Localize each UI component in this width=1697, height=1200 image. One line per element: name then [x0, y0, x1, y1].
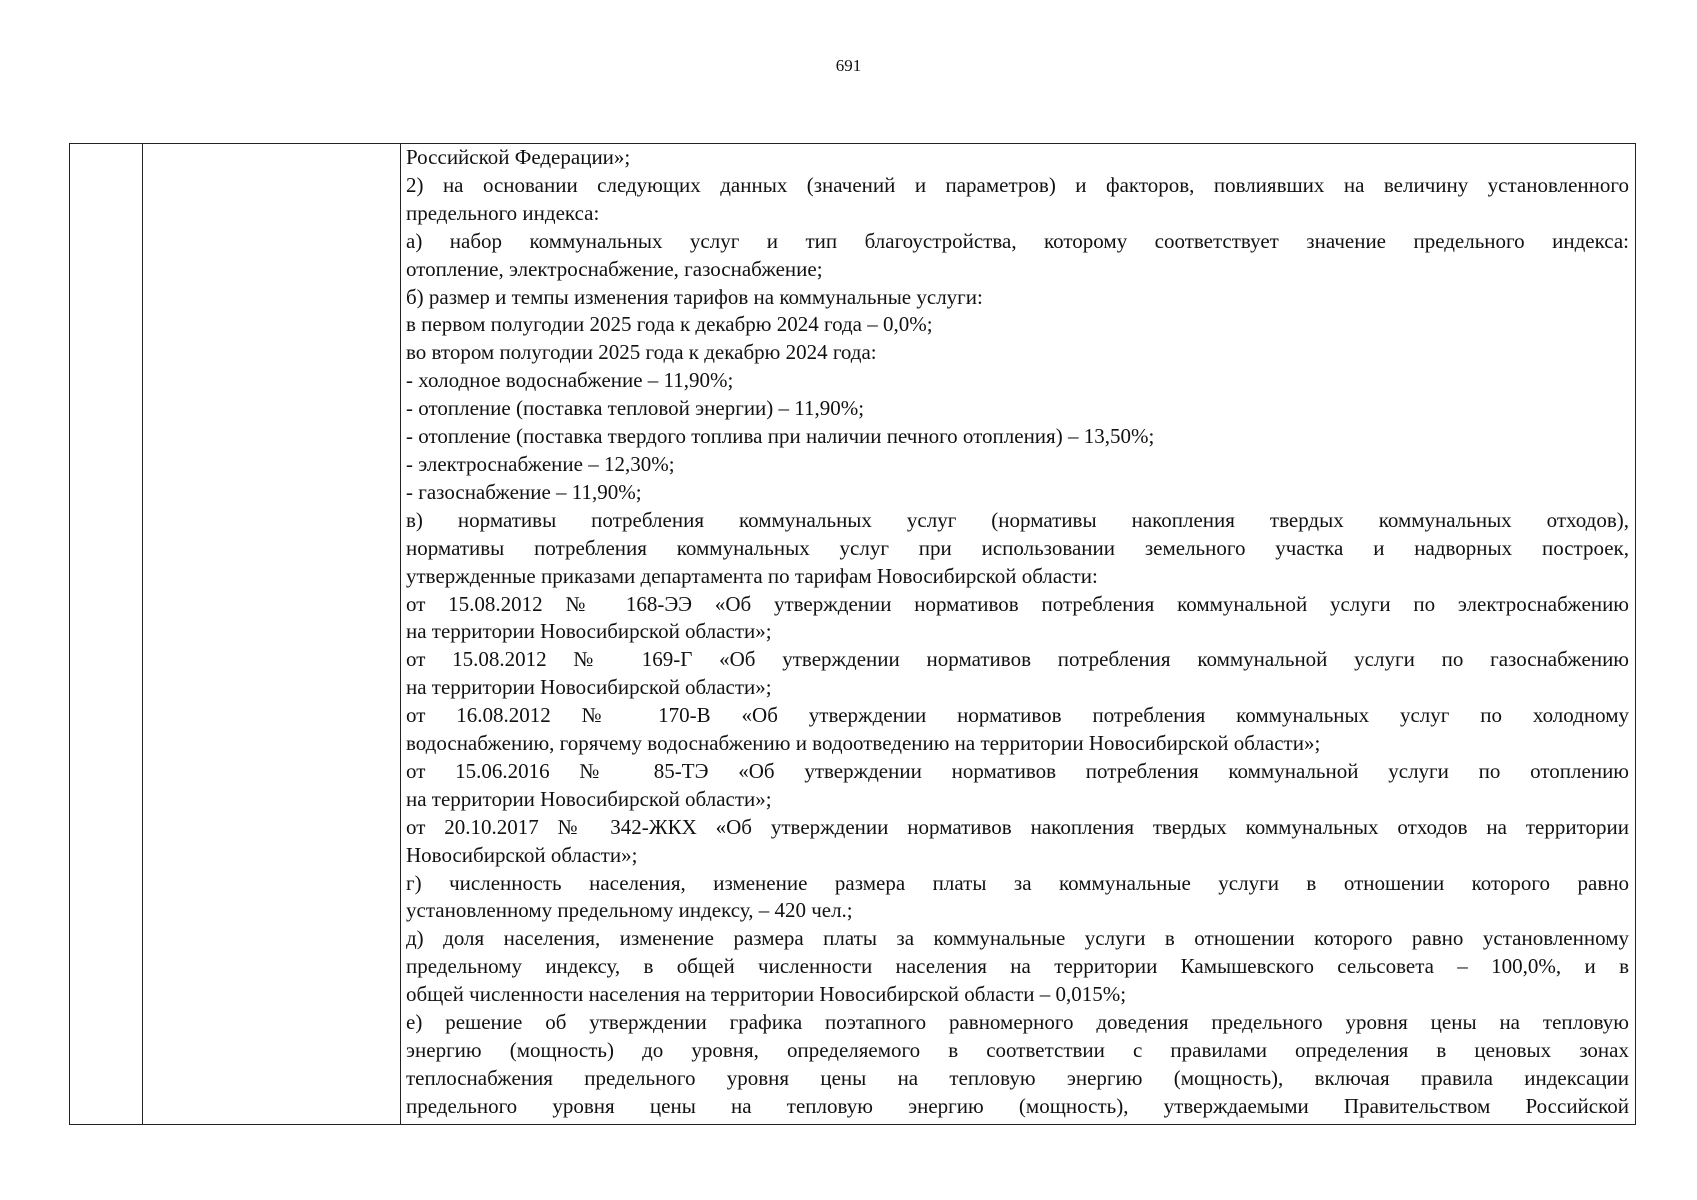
- text-line: во втором полугодии 2025 года к декабрю 2024 года:: [406, 340, 877, 365]
- text-line: - газоснабжение – 11,90%;: [406, 479, 642, 504]
- text-line: в первом полугодии 2025 года к декабрю 2024 года – 0,0%;: [406, 312, 933, 337]
- text-line: 2) на основании следующих данных (значений и параметров) и факторов, повлиявших на величину установленного: [406, 172, 1629, 197]
- text-line: предельному индексу, в общей численности населения на территории Камышевского сельсовета – 100,0%, и в: [406, 954, 1629, 979]
- text-line: б) размер и темпы изменения тарифов на коммунальные услуги:: [406, 284, 983, 309]
- text-line: установленному предельному индексу, – 420 чел.;: [406, 898, 853, 923]
- text-line: от 20.10.2017 № 342-ЖКХ «Об утверждении нормативов накопления твердых коммунальных отходов на территории: [406, 814, 1629, 839]
- text-line: - электроснабжение – 12,30%;: [406, 451, 675, 476]
- text-line: от 15.06.2016 № 85-ТЭ «Об утверждении нормативов потребления коммунальной услуги по отоплению: [406, 758, 1629, 783]
- text-line: - отопление (поставка твердого топлива при наличии печного отопления) – 13,50%;: [406, 424, 1155, 449]
- table-column-name: [143, 144, 401, 1124]
- text-line: Российской Федерации»;: [406, 145, 631, 169]
- page-number: 691: [835, 56, 862, 75]
- text-line: отопление, электроснабжение, газоснабжение;: [406, 256, 823, 281]
- text-line: на территории Новосибирской области»;: [406, 619, 772, 644]
- text-line: а) набор коммунальных услуг и тип благоустройства, которому соответствует значение предельного индекса:: [406, 228, 1629, 253]
- text-line: в) нормативы потребления коммунальных услуг (нормативы накопления твердых коммунальных отходов),: [406, 507, 1629, 532]
- text-line: предельного индекса:: [406, 200, 600, 225]
- text-line: от 15.08.2012 № 168-ЭЭ «Об утверждении нормативов потребления коммунальной услуги по электроснабжению: [406, 591, 1629, 616]
- text-line: г) численность населения, изменение размера платы за коммунальные услуги в отношении которого равно: [406, 870, 1629, 895]
- text-line: теплоснабжения предельного уровня цены на тепловую энергию (мощность), включая правила индексации: [406, 1065, 1629, 1090]
- text-line: от 15.08.2012 № 169-Г «Об утверждении нормативов потребления коммунальной услуги по газоснабжению: [406, 647, 1629, 672]
- text-line: общей численности населения на территории Новосибирской области – 0,015%;: [406, 982, 1127, 1007]
- text-line: на территории Новосибирской области»;: [406, 786, 772, 811]
- table-column-description: [401, 144, 1635, 1124]
- text-line: на территории Новосибирской области»;: [406, 675, 772, 700]
- text-line: нормативы потребления коммунальных услуг при использовании земельного участка и надворных построек,: [406, 535, 1629, 560]
- text-line: - отопление (поставка тепловой энергии) – 11,90%;: [406, 396, 865, 421]
- text-line: от 16.08.2012 № 170-В «Об утверждении нормативов потребления коммунальных услуг по холодному: [406, 703, 1629, 728]
- text-line: водоснабжению, горячему водоснабжению и водоотведению на территории Новосибирской области»;: [406, 731, 1321, 756]
- table-column-number: [70, 144, 143, 1124]
- document-table: [69, 143, 1636, 1125]
- text-line: утвержденные приказами департамента по тарифам Новосибирской области:: [406, 563, 1098, 588]
- text-line: энергию (мощность) до уровня, определяемого в соответствии с правилами определения в ценовых зонах: [406, 1038, 1629, 1062]
- text-line: - холодное водоснабжение – 11,90%;: [406, 368, 734, 393]
- text-line: предельного уровня цены на тепловую энергию (мощность), утверждаемыми Правительством Российской: [406, 1093, 1629, 1118]
- text-line: Новосибирской области»;: [406, 842, 638, 867]
- text-line: д) доля населения, изменение размера платы за коммунальные услуги в отношении которого равно установленному: [406, 926, 1629, 951]
- text-line: е) решение об утверждении графика поэтапного равномерного доведения предельного уровня цены на тепловую: [406, 1010, 1629, 1035]
